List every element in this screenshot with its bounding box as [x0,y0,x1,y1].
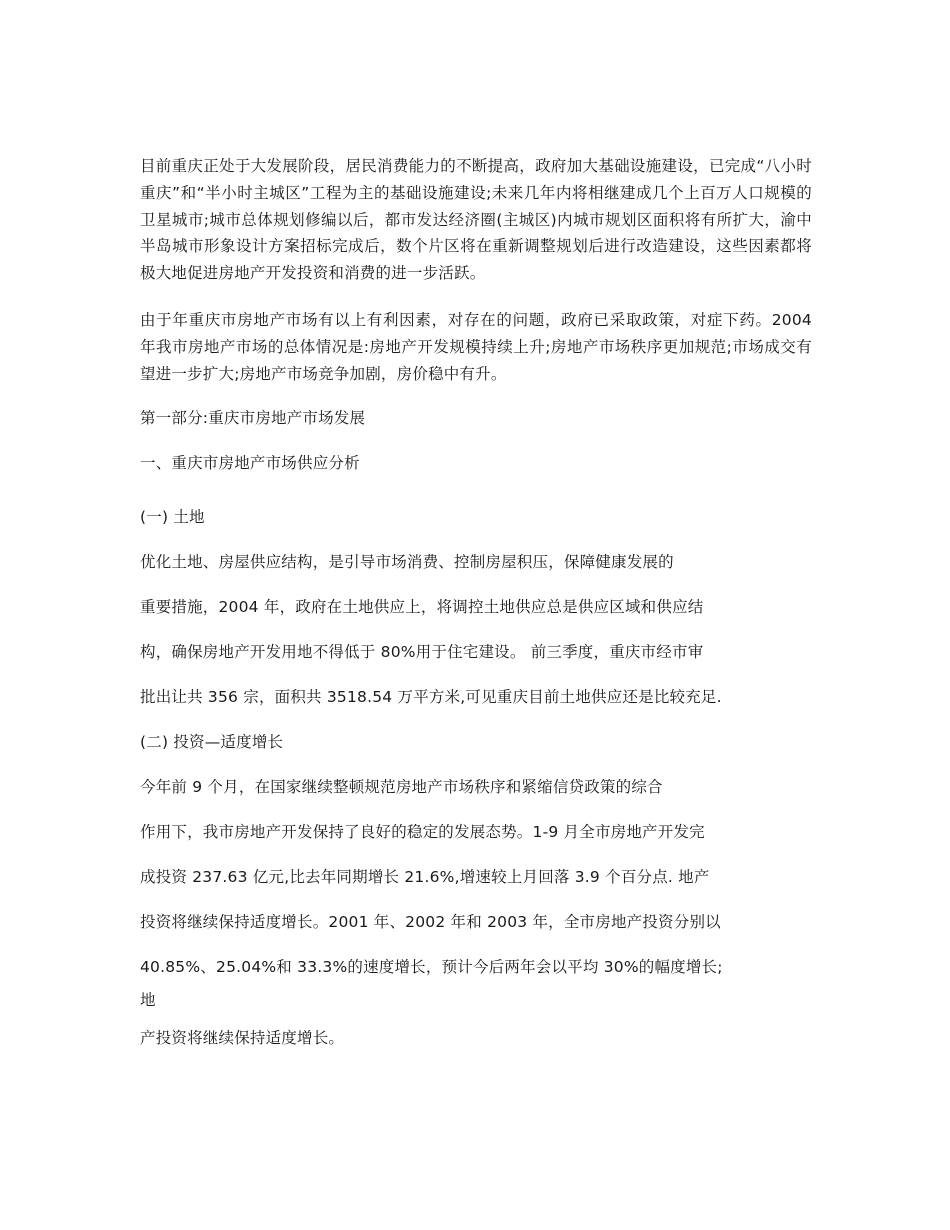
text-line: 投资将继续保持适度增长。2001 年、2002 年和 2003 年，全市房地产投资分别以 [140,912,721,931]
land-paragraph [140,540,812,720]
paragraph-summary: 由于年重庆市房地产市场有以上有利因素，对存在的问题，政府已采取政策，对症下药。2004 年我市房地产市场的总体情况是:房地产开发规模持续上升;房地产市场秩序更加规范;市场成交有望进一步扩大;房地产市场竞争加剧，房价稳中有升。 [140,310,812,383]
text-line: 重要措施，2004 年，政府在土地供应上，将调控土地供应总是供应区域和供应结 [140,597,704,616]
heading-section-one: 一、重庆市房地产市场供应分析 [140,454,360,473]
text-line: 批出让共 356 宗，面积共 3518.54 万平方米,可见重庆目前土地供应还是比较充足. [140,687,722,706]
text-line: 地 [140,990,156,1009]
heading-sub-investment: (二) 投资—适度增长 [140,732,284,751]
text-line: 今年前 9 个月，在国家继续整顿规范房地产市场秩序和紧缩信贷政策的综合 [140,777,663,796]
text-line: 40.85%、25.04%和 33.3%的速度增长，预计今后两年会以平均 30%的幅度增长; [140,957,723,976]
investment-paragraph [140,765,812,1061]
text-line: 优化土地、房屋供应结构，是引导市场消费、控制房屋积压，保障健康发展的 [140,552,674,571]
text-line: 成投资 237.63 亿元,比去年同期增长 21.6%,增速较上月回落 3.9 个百分点. 地产 [140,867,710,886]
text-line: 作用下，我市房地产开发保持了良好的稳定的发展态势。1-9 月全市房地产开发完 [140,822,705,841]
heading-sub-land: (一) 土地 [140,507,205,526]
heading-part-one: 第一部分:重庆市房地产市场发展 [140,409,366,428]
document-body [140,153,812,1061]
text-line: 产投资将继续保持适度增长。 [140,1028,345,1047]
paragraph-intro: 目前重庆正处于大发展阶段，居民消费能力的不断提高，政府加大基础设施建设，已完成“八小时重庆”和“半小时主城区”工程为主的基础设施建设;未来几年内将相继建成几个上百万人口规模的卫星城市;城市总体规划修编以后，都市发达经济圈(主城区)内城市规划区面积将有所扩大，渝中半岛城市形象设计方案招标完成后，数个片区将在重新调整规划后进行改造建设，这些因素都将极大地促进房地产开发投资和消费的进一步活跃。 [140,157,812,283]
text-line: 构，确保房地产开发用地不得低于 80%用于住宅建设。 前三季度，重庆市经市审 [140,642,704,661]
